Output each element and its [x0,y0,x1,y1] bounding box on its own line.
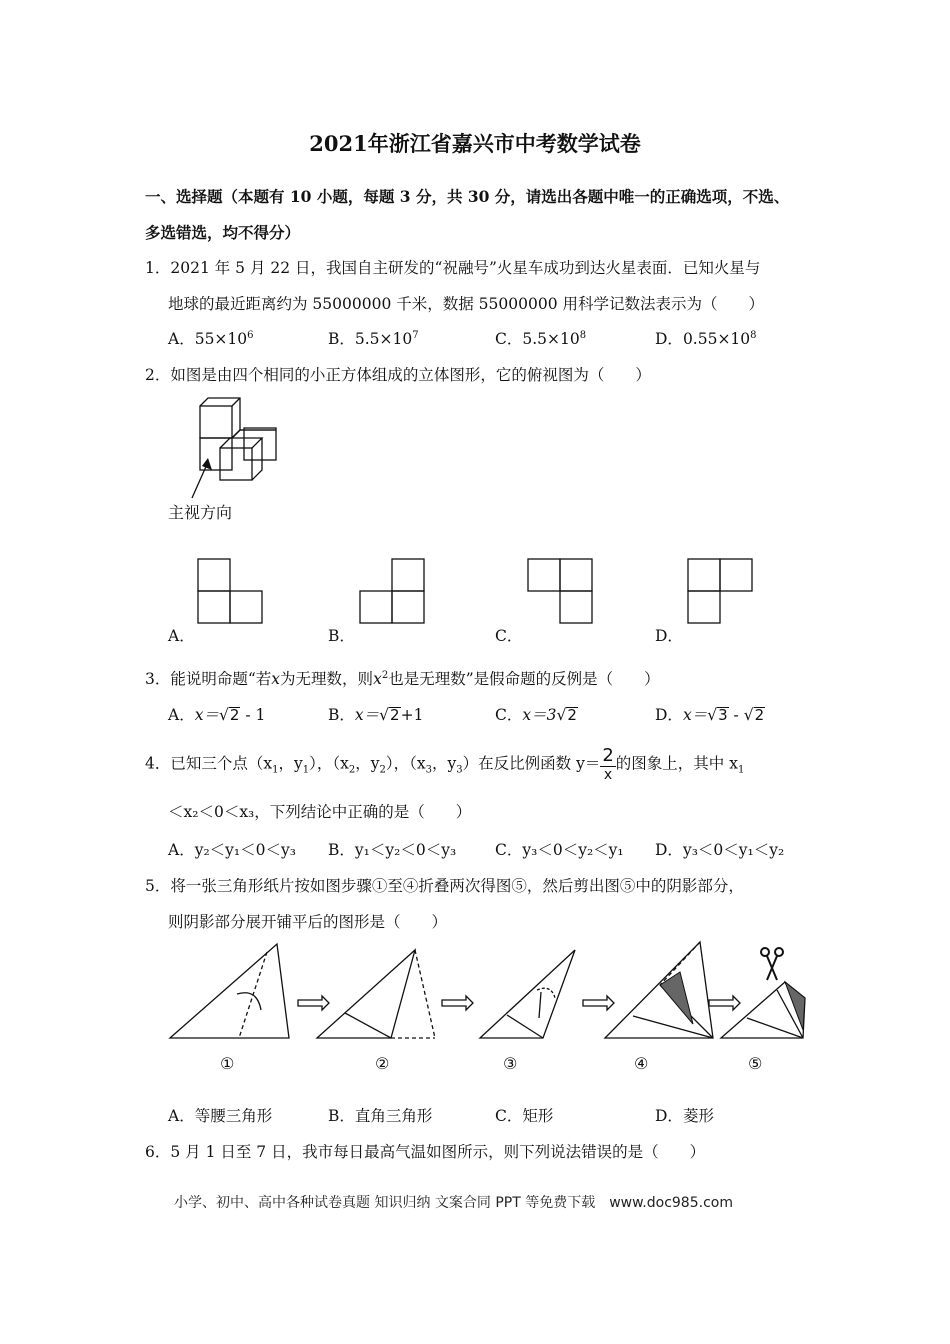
q4-line2: ＜x₂＜0＜x₃，下列结论中正确的是（ ） [168,803,472,821]
q5-folding-figure [165,940,815,1040]
q4-option-a[interactable]: A．y₂＜y₁＜0＜y₃ [168,841,296,859]
q5-option-d[interactable]: D．菱形 [655,1107,714,1125]
q5-step-1: ① [220,1054,235,1073]
q3-option-c[interactable]: C．x＝3√2 [495,706,577,724]
q5-option-b[interactable]: B．直角三角形 [328,1107,433,1125]
q5-step-2: ② [375,1054,390,1073]
q2-line1: 2．如图是由四个相同的小正方体组成的立体图形，它的俯视图为（ ） [145,366,651,384]
q2-option-d[interactable]: D． [655,627,683,645]
q4-option-d[interactable]: D．y₃＜0＜y₁＜y₂ [655,841,785,859]
q5-option-a[interactable]: A．等腰三角形 [168,1107,273,1125]
page-title: 2021年浙江省嘉兴市中考数学试卷 [309,131,641,156]
q5-line2: 则阴影部分展开铺平后的图形是（ ） [168,913,448,931]
q1-line1: 1．2021 年 5 月 22 日，我国自主研发的“祝融号”火星车成功到达火星表面．已知火星与 [145,259,761,277]
q2-option-d-figure [686,557,758,625]
section-header-line1: 一、选择题（本题有 10 小题，每题 3 分，共 30 分，请选出各题中唯一的正确选项，不选、 [145,187,790,206]
q5-option-c[interactable]: C．矩形 [495,1107,554,1125]
q2-option-a[interactable]: A． [168,627,195,645]
section-header-line2: 多选错选，均不得分） [145,223,301,242]
q5-step-4: ④ [634,1054,649,1073]
q2-option-a-figure [196,557,268,625]
q1-option-d[interactable]: D．$0.55\times 10^8$ [655,329,757,348]
q1-line2: 地球的最近距离约为 55000000 千米，数据 55000000 用科学记数法表示为（ ） [168,295,764,313]
q2-figure-caption: 主视方向 [168,503,233,522]
q4-line1: 4．已知三个点（$x_1$，$y_1$），（$x_2$，$y_2$），（$x_3$，$y_3$）在反比例函数 y＝ $\frac{2}{x}$ 的图象上，其中 $x_1$ [145,745,745,783]
q5-line1: 5．将一张三角形纸片按如图步骤①至④折叠两次得图⑤，然后剪出图⑤中的阴影部分， [145,877,744,895]
q2-option-c[interactable]: C． [495,627,523,645]
q3-option-d[interactable]: D．x＝√3 - √2 [655,706,765,724]
q4-option-b[interactable]: B．y₁＜y₂＜0＜y₃ [328,841,457,859]
q2-option-c-figure [526,557,598,625]
q1-option-c[interactable]: C．$5.5\times 10^8$ [495,329,587,348]
q1-option-b[interactable]: B．$5.5\times 10^7$ [328,329,419,348]
q2-option-b[interactable]: B． [328,627,355,645]
page-footer: 小学、初中、高中各种试卷真题 知识归纳 文案合同 PPT 等免费下载 www.doc985.com [174,1195,733,1211]
q2-option-b-figure [358,557,430,625]
q3-line1: 3．能说明命题“若x为无理数，则$x^2$也是无理数”是假命题的反例是（ ） [145,669,660,688]
q1-option-a[interactable]: A．$55\times 10^6$ [168,329,254,348]
q3-option-a[interactable]: A．x＝√2 - 1 [168,706,266,724]
scissors-icon [761,948,783,980]
q3-option-b[interactable]: B．x＝√2+1 [328,706,424,724]
q6-line1: 6．5 月 1 日至 7 日，我市每日最高气温如图所示，则下列说法错误的是（ ） [145,1143,706,1161]
q4-option-c[interactable]: C．y₃＜0＜y₂＜y₁ [495,841,624,859]
q4-fraction: $\frac{2}{x}$ [602,745,614,783]
q5-step-5: ⑤ [748,1054,763,1073]
q5-step-3: ③ [503,1054,518,1073]
